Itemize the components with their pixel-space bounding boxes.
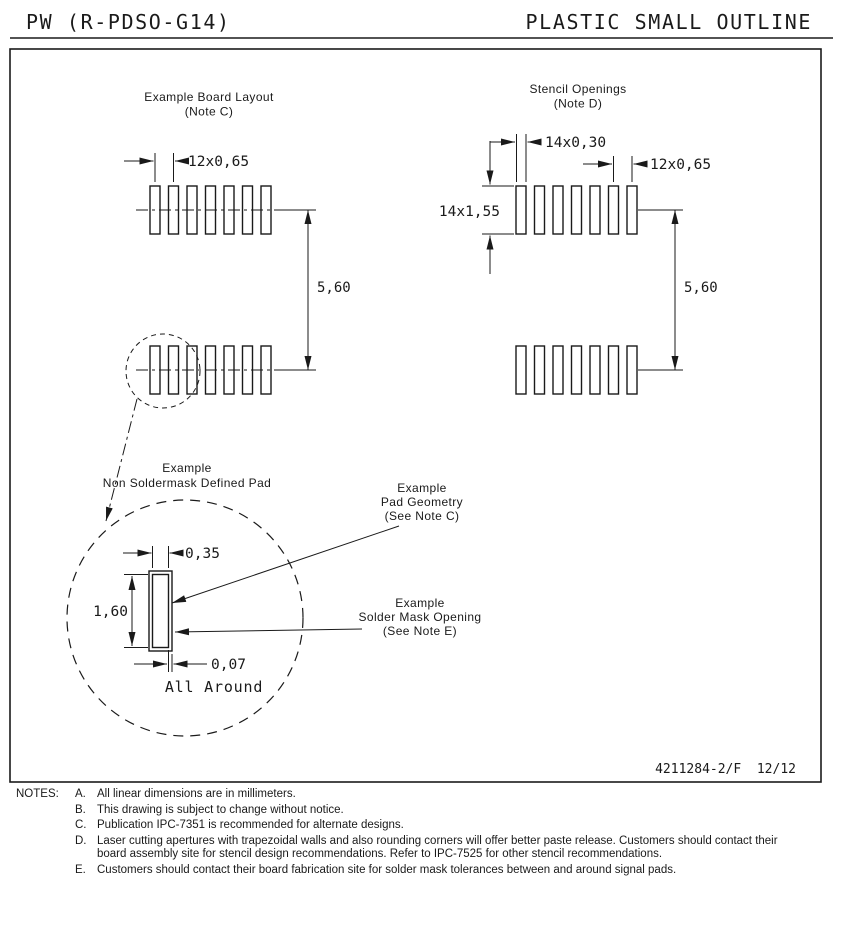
pad-callout-line2: Pad Geometry [380,495,464,509]
notes-list [75,788,787,877]
note-id: E. [75,863,86,876]
note-id: A. [75,788,86,800]
mask-offset-dim-label: 0,07 [211,657,246,673]
stencil-section [439,82,718,394]
mask-opening-callout [175,596,482,638]
drawing-header [10,10,833,38]
pad-row-stencil-bottom [516,346,637,394]
stencil-pitch-dimension [583,156,711,182]
pad-callout-line1: Example [397,481,447,495]
pad-row-stencil-top [516,186,637,234]
mask-callout-line2: Solder Mask Opening [358,610,482,624]
detail-title-line2: Non Soldermask Defined Pad [102,476,272,490]
board-layout-title: Example Board Layout [144,90,274,104]
mask-offset-dimension [134,650,263,696]
pad-height-dimension [93,575,148,648]
board-row-span-dimension [274,210,351,370]
stencil-opening-width-label: 14x0,30 [545,135,607,151]
note-id: C. [75,819,87,831]
notes-label: NOTES: [16,788,59,800]
pad-detail-section [67,461,482,736]
pad-width-dim-label: 0,35 [185,546,220,562]
pad-callout-leader [172,526,399,603]
stencil-pitch-dim-label: 12x0,65 [650,157,712,173]
stencil-row-span-dimension [638,210,718,370]
package-family-title: PLASTIC SMALL OUTLINE [525,10,812,34]
note-text: Publication IPC-7351 is recommended for alternate designs. [97,819,404,831]
board-layout-section [106,90,351,521]
all-around-label: All Around [164,678,264,696]
stencil-title: Stencil Openings [529,82,627,96]
detail-title-line1: Example [162,461,212,475]
note-text: This drawing is subject to change without notice. [97,803,344,816]
note-id: B. [75,803,86,816]
stencil-row-span-dim-label: 5,60 [684,280,718,296]
doc-number: 4211284-2/F 12/12 [655,762,796,777]
note-id: D. [75,834,87,847]
note-text: Laser cutting apertures with trapezoidal walls and also rounding corners will offer better paste release. Customers should contact their board assembly site for stencil design recommendations. Refer to IPC-7525 for other stencil recommendations. [97,834,778,860]
board-layout-note-ref: (Note C) [184,104,234,119]
package-designator: PW (R-PDSO-G14) [26,10,231,34]
pad-geometry-callout [172,481,463,603]
detail-callout-leader [106,399,137,521]
board-row-span-dim-label: 5,60 [317,280,351,296]
board-pitch-dimension [124,153,249,182]
pad-height-dim-label: 1,60 [93,604,128,620]
pad-width-dimension [123,546,220,568]
stencil-opening-width-dimension [490,134,606,182]
mask-callout-leader [175,629,362,632]
board-pitch-dim-label: 12x0,65 [188,154,250,170]
mask-callout-line1: Example [395,596,445,610]
stencil-opening-height-dimension [439,141,514,274]
stencil-opening-height-label: 14x1,55 [438,204,500,220]
stencil-note-ref: (Note D) [553,96,603,111]
pad-rect [153,575,169,648]
notes-section [16,788,824,877]
pad-callout-line3: (See Note C) [384,509,460,523]
note-text: Customers should contact their board fabrication site for solder mask tolerances between and around signal pads. [97,863,677,876]
mask-callout-line3: (See Note E) [382,624,458,638]
note-text: All linear dimensions are in millimeters. [97,788,296,800]
